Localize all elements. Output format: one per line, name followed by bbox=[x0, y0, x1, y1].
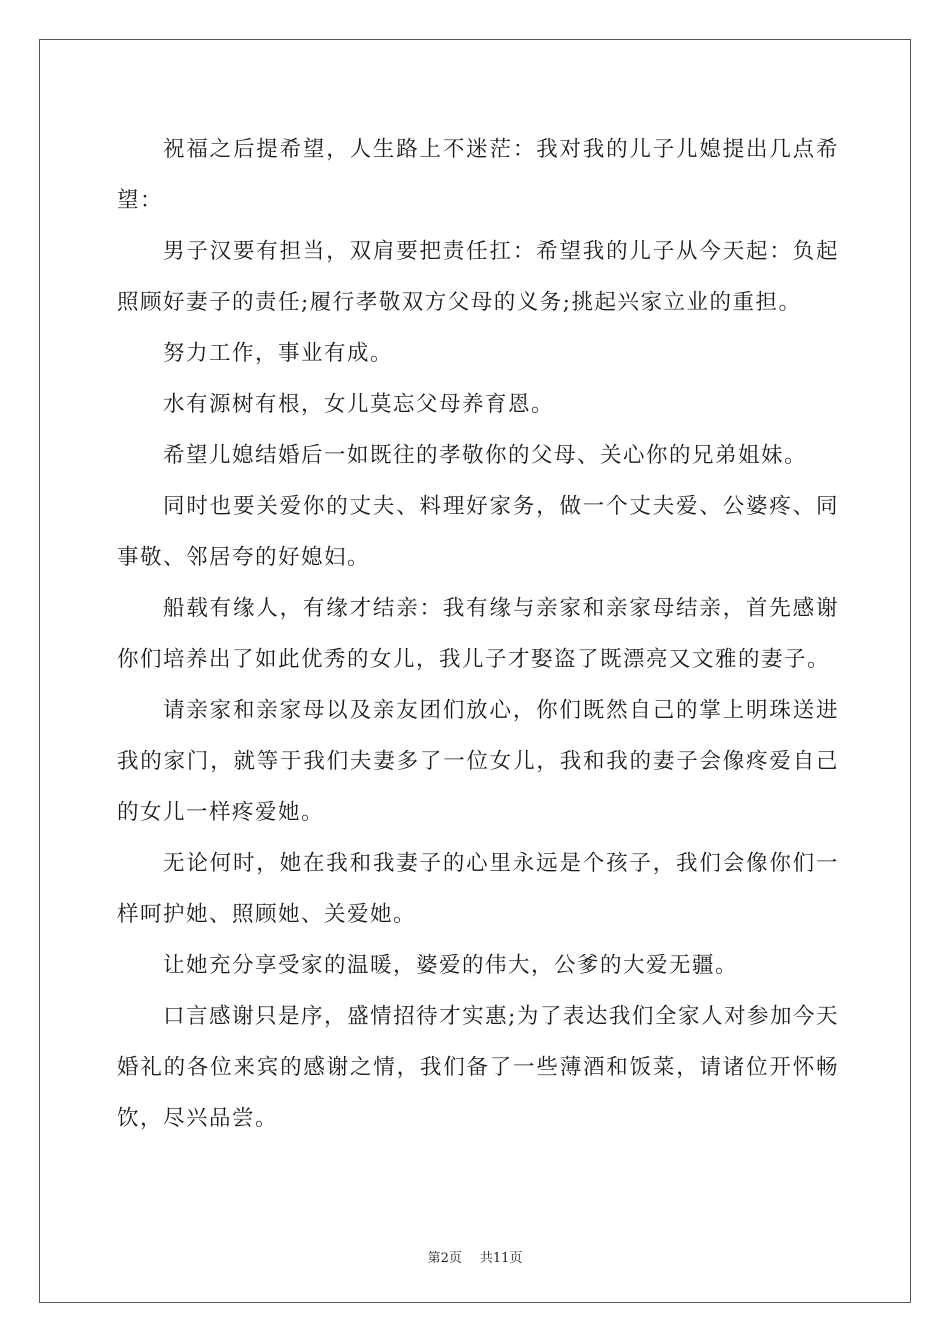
paragraph: 让她充分享受家的温暖，婆爱的伟大，公爹的大爱无疆。 bbox=[163, 953, 739, 978]
page-footer bbox=[0, 1247, 950, 1266]
paragraph: 同时也要关爱你的丈夫、料理好家务，做一个丈夫爱、公婆疼、同事敬、邻居夸的好媳妇。 bbox=[117, 494, 839, 570]
paragraph: 祝福之后提希望，人生路上不迷茫：我对我的儿子儿媳提出几点希望： bbox=[117, 137, 839, 213]
page-number: 第2页 bbox=[427, 1251, 462, 1266]
page-total: 共11页 bbox=[479, 1251, 523, 1266]
paragraph: 努力工作，事业有成。 bbox=[163, 341, 394, 366]
document-body bbox=[117, 124, 839, 1144]
paragraph: 男子汉要有担当，双肩要把责任扛：希望我的儿子从今天起：负起照顾好妻子的责任;履行孝敬双方父母的义务;挑起兴家立业的重担。 bbox=[117, 239, 839, 315]
paragraph: 船载有缘人，有缘才结亲：我有缘与亲家和亲家母结亲，首先感谢你们培养出了如此优秀的女儿，我儿子才娶盗了既漂亮又文雅的妻子。 bbox=[117, 596, 839, 672]
paragraph: 水有源树有根，女儿莫忘父母养育恩。 bbox=[163, 392, 555, 417]
paragraph: 请亲家和亲家母以及亲友团们放心，你们既然自己的掌上明珠送进我的家门，就等于我们夫妻多了一位女儿，我和我的妻子会像疼爱自己的女儿一样疼爱她。 bbox=[117, 698, 839, 825]
paragraph: 希望儿媳结婚后一如既往的孝敬你的父母、关心你的兄弟姐妹。 bbox=[163, 443, 808, 468]
paragraph: 无论何时，她在我和我妻子的心里永远是个孩子，我们会像你们一样呵护她、照顾她、关爱她。 bbox=[117, 851, 839, 927]
paragraph: 口言感谢只是序，盛情招待才实惠;为了表达我们全家人对参加今天婚礼的各位来宾的感谢之情，我们备了一些薄酒和饭菜，请诸位开怀畅饮，尽兴品尝。 bbox=[117, 1004, 839, 1131]
